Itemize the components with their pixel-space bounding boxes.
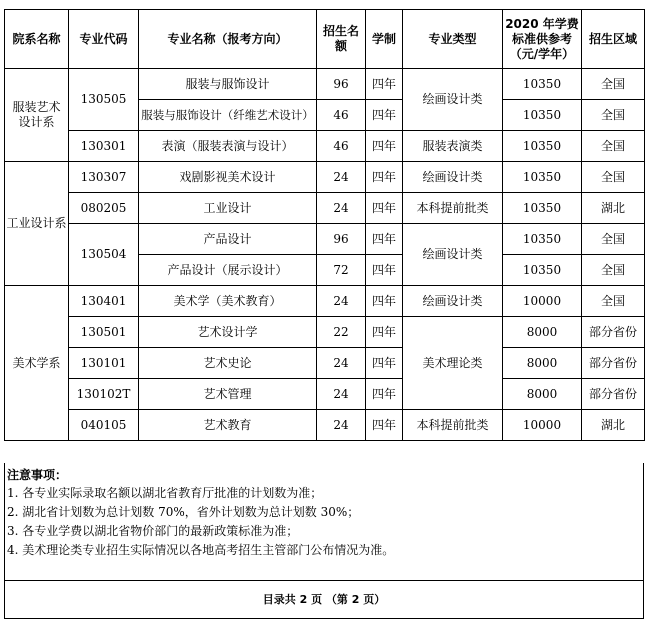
region-cell: 湖北 [582,193,645,224]
header-major: 专业名称（报考方向） [139,10,317,69]
fee-cell: 10000 [503,410,582,441]
major-cell: 美术学（美术教育） [139,286,317,317]
quota-cell: 24 [317,162,366,193]
header-years: 学制 [366,10,403,69]
major-cell: 艺术史论 [139,348,317,379]
region-cell: 湖北 [582,410,645,441]
fee-cell: 8000 [503,348,582,379]
notes-item: 3. 各专业学费以湖北省物价部门的最新政策标准为准； [7,524,299,538]
notes-item: 4. 美术理论类专业招生实际情况以各地高考招生主管部门公布情况为准。 [7,543,395,557]
type-cell: 本科提前批类 [403,410,503,441]
quota-cell: 96 [317,224,366,255]
fee-cell: 10350 [503,131,582,162]
quota-cell: 96 [317,69,366,100]
type-cell: 绘画设计类 [403,162,503,193]
type-cell: 绘画设计类 [403,224,503,286]
years-cell: 四年 [366,317,403,348]
major-cell: 工业设计 [139,193,317,224]
quota-cell: 24 [317,379,366,410]
years-cell: 四年 [366,131,403,162]
code-cell: 130101 [69,348,139,379]
notes-item: 2. 湖北省计划数为总计划数 70%，省外计划数为总计划数 30%； [7,505,360,519]
years-cell: 四年 [366,286,403,317]
type-cell: 服装表演类 [403,131,503,162]
code-cell: 040105 [69,410,139,441]
major-cell: 服装与服饰设计（纤维艺术设计） [139,100,317,131]
major-cell: 艺术管理 [139,379,317,410]
region-cell: 全国 [582,69,645,100]
fee-cell: 10350 [503,69,582,100]
table-row [5,286,645,317]
code-cell: 080205 [69,193,139,224]
years-cell: 四年 [366,193,403,224]
type-cell: 美术理论类 [403,317,503,410]
major-cell: 艺术教育 [139,410,317,441]
fee-cell: 10350 [503,255,582,286]
table-row [5,131,645,162]
years-cell: 四年 [366,379,403,410]
years-cell: 四年 [366,100,403,131]
quota-cell: 46 [317,100,366,131]
major-cell: 产品设计 [139,224,317,255]
type-cell: 绘画设计类 [403,286,503,317]
major-cell: 产品设计（展示设计） [139,255,317,286]
fee-cell: 10350 [503,162,582,193]
footer-divider [5,580,643,581]
header-code: 专业代码 [69,10,139,69]
quota-cell: 46 [317,131,366,162]
quota-cell: 24 [317,410,366,441]
years-cell: 四年 [366,69,403,100]
header-fee-line2: 标准供参考 [511,31,572,46]
quota-cell: 72 [317,255,366,286]
code-cell: 130307 [69,162,139,193]
table-row [5,224,645,255]
region-cell: 部分省份 [582,348,645,379]
table-row [5,379,645,410]
dept-cell-fine-arts: 美术学系 [5,286,69,441]
region-cell: 全国 [582,224,645,255]
fee-cell: 10000 [503,286,582,317]
code-cell: 130504 [69,224,139,286]
region-cell: 全国 [582,255,645,286]
header-fee [503,10,582,69]
quota-cell: 24 [317,286,366,317]
table-row [5,193,645,224]
region-cell: 全国 [582,286,645,317]
years-cell: 四年 [366,410,403,441]
fee-cell: 10350 [503,193,582,224]
quota-cell: 22 [317,317,366,348]
table-row [5,410,645,441]
header-quota: 招生名额 [317,10,366,69]
dept-cell-industrial: 工业设计系 [5,162,69,286]
type-cell: 本科提前批类 [403,193,503,224]
page-footer: 目录共 2 页 （第 2 页） [262,593,386,606]
years-cell: 四年 [366,255,403,286]
major-cell: 服装与服饰设计 [139,69,317,100]
years-cell: 四年 [366,224,403,255]
years-cell: 四年 [366,348,403,379]
code-cell: 130102T [69,379,139,410]
fee-cell: 8000 [503,317,582,348]
type-cell: 绘画设计类 [403,69,503,131]
code-cell: 130301 [69,131,139,162]
code-cell: 130501 [69,317,139,348]
years-cell: 四年 [366,162,403,193]
dept-cell-fashion [5,69,69,162]
major-cell: 艺术设计学 [139,317,317,348]
table-row [5,317,645,348]
table-row [5,162,645,193]
code-cell: 130505 [69,69,139,131]
header-fee-line3: （元/学年） [509,46,575,61]
dept-fashion-line1: 服装艺术 [12,100,61,114]
region-cell: 全国 [582,162,645,193]
fee-cell: 10350 [503,100,582,131]
fee-cell: 10350 [503,224,582,255]
table-row [5,348,645,379]
header-fee-line1: 2020 年学费 [505,16,579,31]
header-region: 招生区域 [582,10,645,69]
notes-title: 注意事项： [7,468,68,482]
region-cell: 部分省份 [582,317,645,348]
dept-fashion-line2: 设计系 [18,115,55,129]
region-cell: 部分省份 [582,379,645,410]
region-cell: 全国 [582,131,645,162]
major-cell: 表演（服装表演与设计） [139,131,317,162]
quota-cell: 24 [317,193,366,224]
table-header-row [5,10,645,69]
header-dept: 院系名称 [5,10,69,69]
major-cell: 戏剧影视美术设计 [139,162,317,193]
enrollment-table [4,9,645,441]
code-cell: 130401 [69,286,139,317]
notes-section [4,463,644,619]
header-type: 专业类型 [403,10,503,69]
region-cell: 全国 [582,100,645,131]
notes-item: 1. 各专业实际录取名额以湖北省教育厅批准的计划数为准； [7,486,323,500]
table-row [5,69,645,100]
fee-cell: 8000 [503,379,582,410]
quota-cell: 24 [317,348,366,379]
